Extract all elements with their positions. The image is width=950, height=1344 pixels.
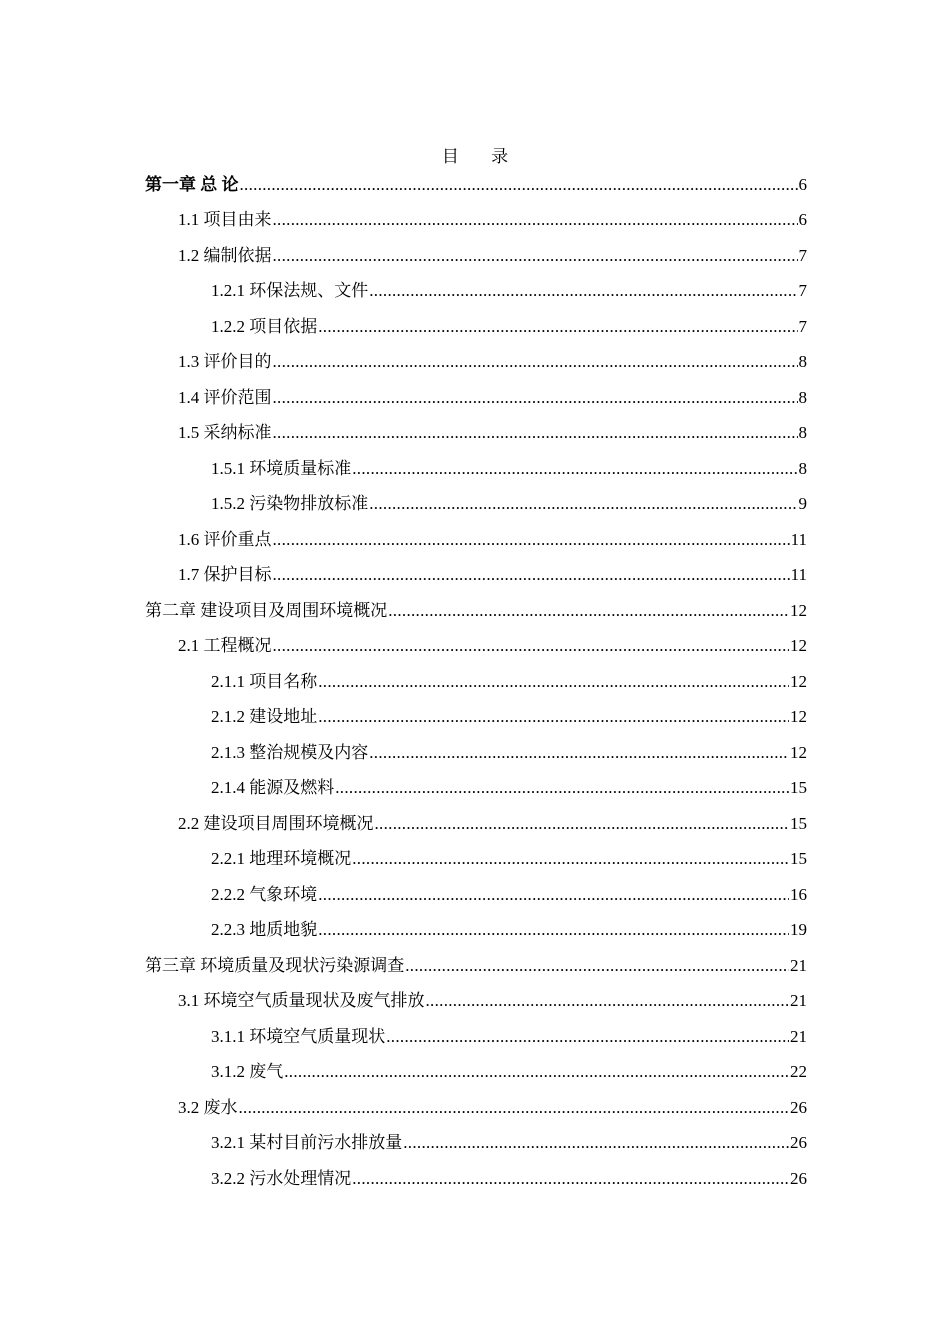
toc-entry[interactable]	[145, 416, 807, 452]
toc-entry-page-number[interactable]: 15	[790, 813, 807, 833]
toc-entry-label[interactable]: 1.2.2 项目依据	[211, 316, 318, 336]
dot-leader	[335, 778, 789, 798]
toc-entry[interactable]	[145, 1019, 807, 1055]
toc-entry-label[interactable]: 1.4 评价范围	[178, 387, 272, 407]
toc-entry-label[interactable]: 2.1 工程概况	[178, 636, 272, 656]
dot-leader	[273, 530, 790, 550]
toc-entry-page-number[interactable]: 12	[790, 636, 807, 656]
toc-entry-page-number[interactable]: 19	[790, 920, 807, 940]
toc-entry-page-number[interactable]: 12	[790, 671, 807, 691]
toc-entry[interactable]	[145, 1090, 807, 1126]
toc-entry[interactable]	[145, 664, 807, 700]
toc-entry[interactable]	[145, 345, 807, 381]
toc-entry-label[interactable]: 第三章 环境质量及现状污染源调查	[145, 955, 405, 975]
toc-entry-label[interactable]: 3.2 废水	[178, 1097, 238, 1117]
toc-entry-label[interactable]: 1.3 评价目的	[178, 352, 272, 372]
toc-entry[interactable]	[145, 451, 807, 487]
toc-entry-label[interactable]: 2.1.2 建设地址	[211, 707, 318, 727]
toc-entry-page-number[interactable]: 8	[798, 387, 807, 407]
toc-entry-label[interactable]: 第二章 建设项目及周围环境概况	[145, 600, 388, 620]
toc-entry-page-number[interactable]: 7	[798, 245, 807, 265]
dot-leader	[352, 459, 797, 479]
dot-leader	[273, 246, 798, 266]
toc-entry[interactable]	[145, 771, 807, 807]
toc-entry-label[interactable]: 3.1 环境空气质量现状及废气排放	[178, 991, 425, 1011]
dot-leader	[240, 175, 798, 195]
toc-entry-label[interactable]: 3.1.1 环境空气质量现状	[211, 1026, 386, 1046]
dot-leader	[273, 423, 798, 443]
toc-entry[interactable]	[145, 984, 807, 1020]
toc-entry[interactable]	[145, 309, 807, 345]
toc-entry[interactable]	[145, 948, 807, 984]
toc-entry-page-number[interactable]: 16	[790, 884, 807, 904]
toc-entry-label[interactable]: 2.2.1 地理环境概况	[211, 849, 352, 869]
dot-leader	[318, 317, 797, 337]
dot-leader	[369, 281, 797, 301]
toc-entry[interactable]	[145, 877, 807, 913]
toc-entry[interactable]	[145, 1126, 807, 1162]
toc-entry-page-number[interactable]: 21	[790, 955, 807, 975]
toc-entry-label[interactable]: 1.1 项目由来	[178, 210, 272, 230]
toc-entry[interactable]	[145, 1161, 807, 1197]
toc-entry[interactable]	[145, 629, 807, 665]
toc-entry[interactable]	[145, 593, 807, 629]
toc-entry-page-number[interactable]: 8	[798, 423, 807, 443]
dot-leader	[284, 1062, 789, 1082]
dot-leader	[352, 1169, 789, 1189]
dot-leader	[375, 814, 790, 834]
toc-entry-label[interactable]: 1.2 编制依据	[178, 245, 272, 265]
dot-leader	[386, 1027, 789, 1047]
toc-entry-page-number[interactable]: 8	[798, 458, 807, 478]
toc-entry-page-number[interactable]: 15	[790, 778, 807, 798]
toc-list	[145, 167, 807, 1197]
toc-entry[interactable]	[145, 487, 807, 523]
toc-entry[interactable]	[145, 913, 807, 949]
toc-entry-page-number[interactable]: 11	[790, 565, 807, 585]
toc-entry-page-number[interactable]: 15	[790, 849, 807, 869]
toc-entry-page-number[interactable]: 8	[798, 352, 807, 372]
toc-entry-page-number[interactable]: 21	[790, 991, 807, 1011]
toc-entry-label[interactable]: 3.2.1 某村目前污水排放量	[211, 1133, 403, 1153]
dot-leader	[273, 636, 790, 656]
toc-entry-label[interactable]: 3.1.2 废气	[211, 1062, 284, 1082]
toc-entry[interactable]	[145, 1055, 807, 1091]
toc-entry-label[interactable]: 3.2.2 污水处理情况	[211, 1168, 352, 1188]
toc-entry-page-number[interactable]: 6	[798, 210, 807, 230]
dot-leader	[318, 920, 789, 940]
toc-entry-page-number[interactable]: 7	[798, 281, 807, 301]
toc-entry-label[interactable]: 2.2 建设项目周围环境概况	[178, 813, 374, 833]
dot-leader	[403, 1133, 789, 1153]
dot-leader	[369, 494, 797, 514]
toc-entry-label[interactable]: 1.5.1 环境质量标准	[211, 458, 352, 478]
dot-leader	[352, 849, 789, 869]
toc-entry[interactable]	[145, 735, 807, 771]
toc-entry-page-number[interactable]: 11	[790, 529, 807, 549]
toc-entry-page-number[interactable]: 12	[790, 707, 807, 727]
toc-entry-label[interactable]: 第一章 总 论	[145, 174, 239, 194]
dot-leader	[426, 991, 790, 1011]
toc-entry[interactable]	[145, 806, 807, 842]
dot-leader	[318, 707, 789, 727]
toc-entry-label[interactable]: 2.1.1 项目名称	[211, 671, 318, 691]
toc-entry[interactable]	[145, 558, 807, 594]
dot-leader	[273, 210, 798, 230]
toc-entry-page-number[interactable]: 7	[798, 316, 807, 336]
dot-leader	[318, 672, 789, 692]
dot-leader	[273, 388, 798, 408]
toc-entry[interactable]	[145, 842, 807, 878]
toc-entry[interactable]	[145, 203, 807, 239]
toc-entry[interactable]	[145, 274, 807, 310]
dot-leader	[273, 352, 798, 372]
toc-entry[interactable]	[145, 380, 807, 416]
dot-leader	[388, 601, 789, 621]
toc-title: 目 录	[441, 147, 523, 166]
dot-leader	[405, 956, 789, 976]
toc-entry-page-number[interactable]: 6	[798, 174, 807, 194]
toc-entry-page-number[interactable]: 26	[790, 1133, 807, 1153]
toc-entry-label[interactable]: 1.5 采纳标准	[178, 423, 272, 443]
toc-entry[interactable]	[145, 700, 807, 736]
toc-entry-label[interactable]: 2.2.3 地质地貌	[211, 920, 318, 940]
toc-entry-label[interactable]: 2.1.4 能源及燃料	[211, 778, 335, 798]
toc-entry-page-number[interactable]: 9	[798, 494, 807, 514]
toc-entry[interactable]	[145, 167, 807, 203]
dot-leader	[239, 1098, 790, 1118]
toc-entry-page-number[interactable]: 12	[790, 600, 807, 620]
toc-entry-page-number[interactable]: 22	[790, 1062, 807, 1082]
toc-entry-label[interactable]: 2.1.3 整治规模及内容	[211, 742, 369, 762]
toc-entry-label[interactable]: 1.7 保护目标	[178, 565, 272, 585]
toc-entry-label[interactable]: 1.2.1 环保法规、文件	[211, 281, 369, 301]
toc-entry-page-number[interactable]: 26	[790, 1168, 807, 1188]
toc-entry-page-number[interactable]: 21	[790, 1026, 807, 1046]
dot-leader	[369, 743, 789, 763]
toc-entry-page-number[interactable]: 26	[790, 1097, 807, 1117]
toc-entry-label[interactable]: 2.2.2 气象环境	[211, 884, 318, 904]
toc-entry-label[interactable]: 1.6 评价重点	[178, 529, 272, 549]
toc-entry-label[interactable]: 1.5.2 污染物排放标准	[211, 494, 369, 514]
toc-entry[interactable]	[145, 238, 807, 274]
toc-entry[interactable]	[145, 522, 807, 558]
dot-leader	[273, 565, 790, 585]
toc-entry-page-number[interactable]: 12	[790, 742, 807, 762]
dot-leader	[318, 885, 789, 905]
